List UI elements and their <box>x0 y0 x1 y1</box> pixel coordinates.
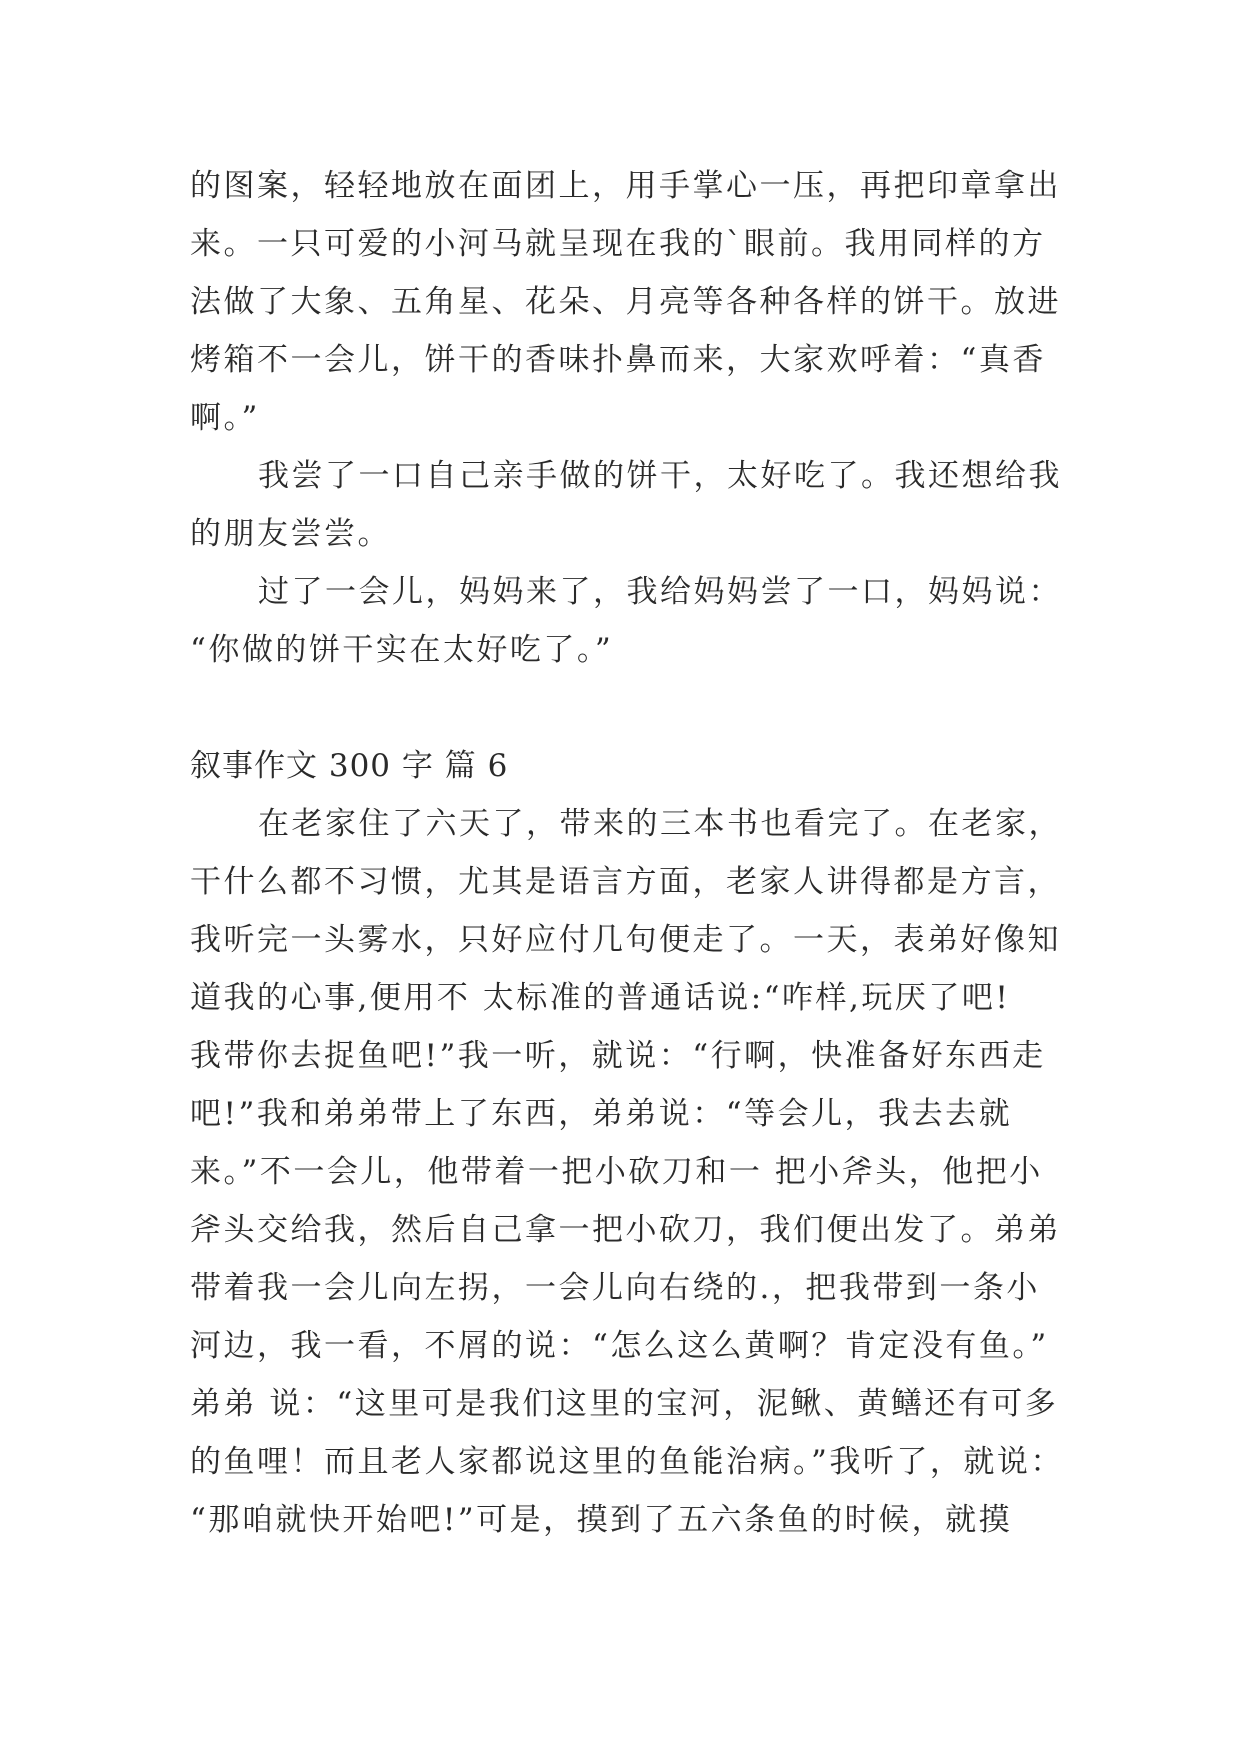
text-line: 道我的心事,便用不 太标准的普通话说:“咋样,玩厌了吧! <box>190 980 1011 1016</box>
text-line: 的朋友尝尝。 <box>190 516 391 552</box>
section-heading: 叙事作文 300 字 篇 6 <box>190 748 509 784</box>
text-line: “那咱就快开始吧!”可是，摸到了五六条鱼的时候，就摸 <box>190 1502 1013 1538</box>
text-line: 的图案，轻轻地放在面团上，用手掌心一压，再把印章拿出 <box>190 168 1061 204</box>
text-line: 弟弟 说：“这里可是我们这里的宝河，泥鳅、黄鳝还有可多 <box>190 1386 1059 1422</box>
text-line: 烤箱不一会儿，饼干的香味扑鼻而来，大家欢呼着：“真香 <box>190 342 1046 378</box>
text-line: 带着我一会儿向左拐，一会儿向右绕的.，把我带到一条小 <box>190 1270 1040 1306</box>
text-line: 我听完一头雾水，只好应付几句便走了。一天，表弟好像知 <box>190 922 1061 958</box>
text-line: 啊。” <box>190 400 260 436</box>
text-line: 我带你去捉鱼吧!”我一听，就说：“行啊，快准备好东西走 <box>190 1038 1046 1074</box>
text-line: 斧头交给我，然后自己拿一把小砍刀，我们便出发了。弟弟 <box>190 1212 1061 1248</box>
text-line: 法做了大象、五角星、花朵、月亮等各种各样的饼干。放进 <box>190 284 1061 320</box>
text-line: “你做的饼干实在太好吃了。” <box>190 632 614 668</box>
text-line: 干什么都不习惯，尤其是语言方面，老家人讲得都是方言， <box>190 864 1061 900</box>
text-line: 吧!”我和弟弟带上了东西，弟弟说：“等会儿，我去去就 <box>190 1096 1013 1132</box>
paragraph-first-line: 我尝了一口自己亲手做的饼干，太好吃了。我还想给我 <box>258 458 1062 494</box>
text-line: 来。一只可爱的小河马就呈现在我的`眼前。我用同样的方 <box>190 226 1046 262</box>
text-line: 河边，我一看，不屑的说：“怎么这么黄啊？肯定没有鱼。” <box>190 1328 1049 1364</box>
paragraph-first-line: 过了一会儿，妈妈来了，我给妈妈尝了一口，妈妈说： <box>258 574 1062 610</box>
text-line: 的鱼哩！而且老人家都说这里的鱼能治病。”我听了，就说： <box>190 1444 1064 1480</box>
paragraph-first-line: 在老家住了六天了，带来的三本书也看完了。在老家， <box>258 806 1062 842</box>
text-line: 来。”不一会儿，他带着一把小砍刀和一 把小斧头，他把小 <box>190 1154 1043 1190</box>
